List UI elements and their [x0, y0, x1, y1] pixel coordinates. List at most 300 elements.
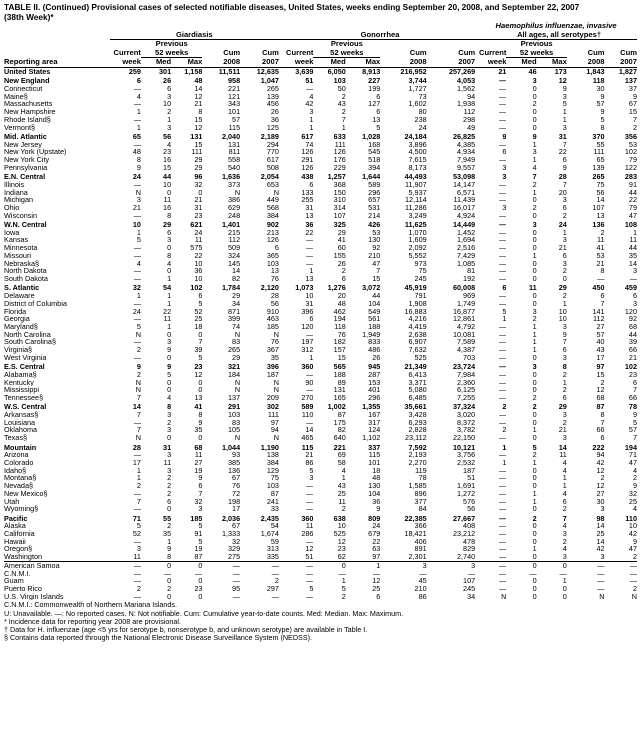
value-cell: 531	[368, 203, 381, 212]
value-cell: —	[499, 522, 507, 530]
value-cell: 2,040	[221, 131, 241, 141]
value-cell: 35	[628, 251, 637, 260]
value-cell: —	[499, 123, 507, 132]
value-cell: 11	[597, 236, 605, 245]
value-cell: 0	[532, 108, 537, 116]
previous-label: Previous	[155, 39, 188, 49]
value-cell: 399	[228, 315, 241, 323]
value-cell: 6	[198, 482, 203, 490]
value-cell: —	[133, 115, 141, 124]
value-cell: 96	[194, 172, 203, 181]
value-cell: 1	[562, 108, 567, 116]
value-cell: N	[135, 378, 141, 387]
value-cell: 633	[333, 131, 346, 141]
value-cell: 187	[463, 466, 476, 475]
value-cell: 255	[301, 196, 314, 204]
value-cell: 0	[198, 378, 203, 387]
value-cell: 1	[341, 577, 346, 586]
reporting-area-cell: Nevada§	[4, 482, 34, 490]
table-row	[4, 538, 637, 546]
value-cell: 1	[562, 115, 567, 124]
value-cell: 68	[596, 394, 605, 402]
value-cell: 1,908	[408, 299, 427, 308]
value-cell: 549	[368, 307, 381, 316]
value-cell: 0	[532, 92, 537, 101]
reporting-area-cell: Iowa	[4, 228, 20, 237]
value-cell: 83	[232, 418, 241, 427]
value-cell: 2	[562, 370, 567, 379]
value-cell: —	[306, 236, 314, 245]
value-cell: 71	[628, 451, 637, 459]
value-cell: 10	[337, 522, 346, 530]
value-cell: —	[306, 251, 314, 260]
value-cell: 36	[194, 267, 203, 276]
value-cell: 2	[562, 267, 567, 276]
value-cell: 76	[337, 330, 346, 339]
value-cell: 3	[167, 123, 172, 132]
reporting-area-cell: South Carolina§	[4, 338, 56, 347]
value-cell: 7,984	[457, 370, 476, 379]
value-cell: 809	[368, 513, 381, 523]
value-cell: 76	[232, 482, 241, 490]
value-cell: 111	[334, 140, 346, 149]
value-cell: 6	[562, 497, 567, 506]
value-cell: 0	[167, 330, 172, 339]
table-row	[4, 553, 637, 561]
value-cell: —	[133, 85, 141, 93]
value-cell: 81	[467, 267, 476, 276]
value-cell: 3,371	[408, 378, 427, 387]
value-cell: 396	[301, 307, 314, 316]
value-cell: 112	[228, 236, 241, 245]
value-cell: N	[234, 386, 241, 394]
value-cell: —	[499, 196, 507, 204]
value-cell: 118	[592, 76, 605, 85]
reporting-area-cell: W.N. Central	[4, 220, 47, 229]
table-row	[4, 530, 637, 538]
value-cell: 18	[372, 466, 381, 475]
value-cell: 7	[562, 338, 567, 347]
value-cell: 5	[136, 522, 141, 530]
value-cell: 478	[463, 537, 476, 546]
value-cell: 13	[270, 267, 279, 276]
previous-label: Previous	[330, 39, 363, 49]
value-cell: 67	[232, 522, 241, 530]
value-cell: 0	[167, 386, 172, 394]
value-cell: N	[135, 386, 141, 394]
cum-label: Cum	[458, 48, 476, 58]
value-cell: 21	[194, 100, 203, 109]
cum-label: Cum	[262, 48, 279, 58]
value-cell: —	[306, 244, 314, 252]
value-cell: —	[306, 489, 314, 498]
value-cell: 28	[270, 292, 279, 300]
table-row	[4, 570, 637, 578]
value-cell: 394	[368, 163, 381, 172]
value-cell: 87	[337, 411, 346, 419]
value-cell: 324	[228, 251, 241, 260]
table-row	[4, 219, 637, 228]
value-cell: 6	[600, 434, 605, 442]
value-cell: 640	[333, 434, 346, 442]
value-cell: 16	[163, 203, 172, 212]
value-cell: 329	[228, 545, 241, 554]
value-cell: 50	[337, 85, 346, 93]
value-cell: 3	[562, 196, 567, 204]
value-cell: 24,184	[404, 131, 427, 141]
value-cell: 9	[632, 482, 637, 490]
value-cell: 56	[596, 188, 605, 197]
reporting-area-cell: Connecticut	[4, 85, 43, 93]
reporting-area-cell: Ohio	[4, 203, 20, 212]
value-cell: —	[133, 211, 141, 220]
table-title-line: TABLE II. (Continued) Provisional cases of selected notifiable diseases, United States, weeks ending September 20, 2008, and September 22, 2007	[4, 2, 580, 12]
value-cell: 29	[232, 292, 241, 300]
value-cell: 8	[167, 553, 172, 562]
value-cell: 314	[333, 203, 346, 212]
value-cell: 891	[414, 545, 427, 554]
value-cell: 43	[337, 100, 346, 109]
value-cell: 7,615	[408, 156, 427, 164]
footnote: * Incidence data for reporting year 2008 are provisional.	[4, 616, 181, 626]
value-cell: 1	[562, 299, 567, 308]
value-cell: 12	[596, 466, 605, 475]
value-cell: —	[232, 561, 241, 570]
value-cell: 3,756	[457, 451, 476, 459]
value-cell: —	[306, 418, 314, 427]
value-cell: 137	[624, 76, 637, 85]
reporting-area-cell: Pennsylvania	[4, 163, 48, 172]
value-cell: 104	[368, 489, 381, 498]
value-cell: 3,072	[362, 283, 381, 293]
value-cell: 22	[305, 228, 314, 237]
value-cell: 26	[270, 108, 279, 116]
table-row	[4, 577, 637, 585]
value-cell: 518	[368, 156, 381, 164]
value-cell: 51	[467, 474, 476, 483]
value-cell: 14	[232, 267, 241, 276]
value-cell: 545	[368, 148, 381, 157]
value-cell: —	[597, 275, 605, 283]
value-cell: 3	[632, 267, 637, 276]
value-cell: 221	[228, 85, 241, 93]
value-cell: 3	[136, 196, 141, 204]
value-cell: 9	[632, 411, 637, 419]
reporting-area-cell: Nebraska§	[4, 259, 40, 268]
value-cell: 1	[167, 537, 172, 546]
table-row	[4, 434, 637, 442]
value-cell: 325	[333, 220, 346, 229]
value-cell: 90	[305, 378, 314, 387]
value-cell: 32	[628, 489, 637, 498]
value-cell: 2	[532, 180, 537, 189]
value-cell: 11,439	[453, 196, 476, 204]
value-cell: 127	[368, 100, 381, 109]
table-title	[4, 3, 637, 22]
value-cell: 1,102	[362, 434, 381, 442]
value-cell: 0	[198, 188, 203, 197]
value-cell: 14	[194, 85, 203, 93]
value-cell: 0	[167, 561, 172, 570]
value-cell: 0	[532, 592, 537, 601]
value-cell: 1	[502, 458, 507, 467]
value-cell: 43	[337, 482, 346, 490]
value-cell: 3	[600, 505, 605, 513]
value-cell: 47	[628, 545, 637, 554]
value-cell: 298	[463, 115, 476, 124]
value-cell: 87	[596, 402, 605, 412]
value-cell: 25	[628, 497, 637, 506]
value-cell: 2,189	[260, 131, 279, 141]
value-cell: 150	[333, 188, 346, 197]
value-cell: 11,907	[405, 180, 427, 189]
value-cell: 617	[266, 156, 279, 164]
value-cell: 66	[628, 394, 637, 402]
reporting-area-cell: Tennessee§	[4, 394, 44, 402]
value-cell: 449	[266, 196, 279, 204]
value-cell: 4	[562, 489, 567, 498]
value-cell: 17	[596, 353, 605, 362]
value-cell: 384	[266, 211, 279, 220]
value-cell: 73	[418, 92, 427, 101]
reporting-area-cell: New Mexico§	[4, 489, 48, 498]
value-cell: 213	[266, 228, 279, 237]
value-cell: 0	[562, 275, 567, 283]
value-cell: 14	[596, 537, 605, 546]
value-cell: —	[499, 451, 507, 459]
value-cell: 60	[337, 244, 346, 252]
table-row	[4, 362, 637, 371]
value-cell: 48	[132, 148, 141, 157]
value-cell: 78	[418, 474, 427, 483]
table-row	[4, 252, 637, 260]
reporting-area-cell: E.N. Central	[4, 172, 46, 181]
value-cell: 2	[532, 394, 537, 402]
value-cell: —	[499, 259, 507, 268]
value-cell: 0	[532, 585, 537, 593]
value-cell: 4,216	[408, 315, 427, 323]
value-cell: 13	[305, 211, 314, 220]
value-cell: 44	[628, 244, 637, 252]
value-cell: —	[499, 482, 507, 490]
value-cell: 97	[270, 418, 279, 427]
value-cell: 3	[562, 411, 567, 419]
value-cell: 3	[532, 148, 537, 157]
value-cell: 1	[309, 115, 314, 124]
value-cell: 69	[337, 451, 346, 459]
value-cell: 182	[333, 338, 346, 347]
value-cell: 56	[270, 299, 279, 308]
value-cell: 3	[562, 259, 567, 268]
value-cell: 7	[198, 489, 203, 498]
value-cell: 3	[562, 123, 567, 132]
value-cell: 17	[232, 505, 241, 513]
value-cell: 87	[194, 553, 203, 562]
value-cell: —	[467, 569, 476, 578]
value-cell: —	[133, 140, 141, 149]
value-cell: —	[499, 188, 507, 197]
value-cell: 9	[600, 92, 605, 101]
value-cell: 21	[596, 259, 605, 268]
value-cell: 10	[194, 259, 203, 268]
value-cell: 561	[368, 315, 381, 323]
value-cell: 377	[414, 497, 427, 506]
value-cell: 7	[136, 394, 141, 402]
value-cell: —	[597, 561, 605, 570]
value-cell: 14	[558, 442, 567, 452]
value-cell: 23	[194, 211, 203, 220]
value-cell: 9,557	[457, 163, 476, 172]
value-cell: 98	[596, 513, 605, 523]
value-cell: —	[499, 434, 507, 442]
table-row	[4, 204, 637, 212]
value-cell: —	[163, 569, 172, 578]
value-cell: 4	[136, 92, 141, 101]
reporting-area-cell: New Jersey	[4, 140, 42, 149]
value-cell: 79	[628, 156, 637, 164]
value-cell: 5	[600, 115, 605, 124]
value-cell: —	[499, 489, 507, 498]
value-cell: 1,158	[184, 67, 203, 76]
value-cell: 7,255	[457, 394, 476, 402]
value-cell: —	[499, 228, 507, 237]
value-cell: 265	[228, 346, 241, 354]
table-row	[4, 267, 637, 275]
value-cell: 21	[628, 353, 637, 362]
value-cell: 0	[198, 577, 203, 586]
table-row	[4, 459, 637, 467]
value-cell: 438	[301, 172, 314, 181]
value-cell: 42	[305, 100, 314, 109]
value-cell: —	[133, 100, 141, 109]
table-row	[4, 419, 637, 427]
value-cell: 2	[502, 402, 507, 412]
value-cell: 29	[194, 156, 203, 164]
table-row	[4, 196, 637, 204]
value-cell: 0	[532, 466, 537, 475]
value-cell: 11	[194, 236, 203, 245]
value-cell: 56	[467, 505, 476, 513]
value-cell: 10	[628, 522, 637, 530]
table-row	[4, 156, 637, 164]
value-cell: 770	[266, 148, 279, 157]
value-cell: 173	[554, 67, 567, 76]
value-cell: 0	[532, 228, 537, 237]
value-cell: —	[133, 561, 141, 570]
table-row	[4, 300, 637, 308]
value-cell: 1,276	[327, 283, 346, 293]
value-cell: 1,401	[221, 220, 241, 229]
max-label: Max	[552, 57, 567, 67]
value-cell: 568	[266, 203, 279, 212]
value-cell: 408	[463, 522, 476, 530]
value-cell: 5	[341, 585, 346, 593]
value-cell: 365	[266, 251, 279, 260]
value-cell: 22	[372, 537, 381, 546]
value-cell: 107	[333, 211, 346, 220]
value-cell: 137	[228, 394, 241, 402]
reporting-area-cell: Rhode Island§	[4, 115, 51, 124]
value-cell: 1,044	[221, 442, 241, 452]
table-row	[4, 346, 637, 354]
value-cell: —	[597, 577, 605, 586]
value-cell: 32	[232, 537, 241, 546]
value-cell: 49	[467, 123, 476, 132]
value-cell: 1,562	[457, 85, 476, 93]
value-cell: 185	[190, 513, 203, 523]
value-cell: 7	[562, 180, 567, 189]
reporting-area-cell: Arizona	[4, 451, 29, 459]
value-cell: —	[133, 267, 141, 276]
value-cell: 66	[596, 426, 605, 435]
value-cell: 0	[532, 85, 537, 93]
value-cell: —	[271, 592, 279, 601]
value-cell: 7	[136, 426, 141, 435]
value-cell: 65	[596, 156, 605, 164]
table-row	[4, 490, 637, 498]
value-cell: 335	[266, 553, 279, 562]
value-cell: 0	[532, 244, 537, 252]
value-cell: 153	[368, 378, 381, 387]
table-row	[4, 283, 637, 292]
value-cell: 36	[270, 115, 279, 124]
value-cell: 57	[596, 100, 605, 109]
value-cell: 1,938	[457, 100, 476, 109]
value-cell: 199	[368, 85, 381, 93]
value-cell: 41	[194, 402, 203, 412]
value-cell: —	[499, 577, 507, 586]
value-cell: 34	[467, 592, 476, 601]
reporting-area-cell: United States	[4, 67, 51, 76]
value-cell: —	[499, 92, 507, 101]
value-cell: 12,635	[256, 67, 279, 76]
value-cell: 0	[532, 530, 537, 538]
value-cell: 6	[562, 346, 567, 354]
value-cell: 0	[532, 378, 537, 387]
value-cell: 14	[596, 522, 605, 530]
value-cell: 24	[558, 220, 567, 229]
value-cell: 5	[198, 522, 203, 530]
value-cell: 10,081	[452, 330, 476, 339]
value-cell: 15	[194, 140, 203, 149]
table-row	[4, 315, 637, 323]
value-cell: —	[306, 569, 314, 578]
value-cell: 6	[562, 394, 567, 402]
value-cell: 3	[309, 108, 314, 116]
value-cell: 59	[270, 537, 279, 546]
value-cell: 37	[628, 85, 637, 93]
value-cell: 0	[341, 561, 346, 570]
value-cell: 2	[341, 267, 346, 276]
value-cell: 6	[502, 283, 507, 293]
reporting-area-cell: Washington	[4, 553, 43, 562]
value-cell: 7	[600, 418, 605, 427]
table-row	[4, 545, 637, 553]
value-cell: 426	[368, 220, 381, 229]
value-cell: 5	[198, 353, 203, 362]
value-cell: 108	[624, 220, 637, 229]
value-cell: 3	[198, 505, 203, 513]
value-cell: 343	[228, 100, 241, 109]
value-cell: 360	[301, 513, 314, 523]
value-cell: 192	[463, 275, 476, 283]
value-cell: 1	[309, 123, 314, 132]
value-cell: 2	[532, 315, 537, 323]
value-cell: 356	[624, 131, 637, 141]
value-cell: —	[306, 386, 314, 394]
value-cell: 1,452	[457, 228, 476, 237]
value-cell: —	[499, 411, 507, 419]
